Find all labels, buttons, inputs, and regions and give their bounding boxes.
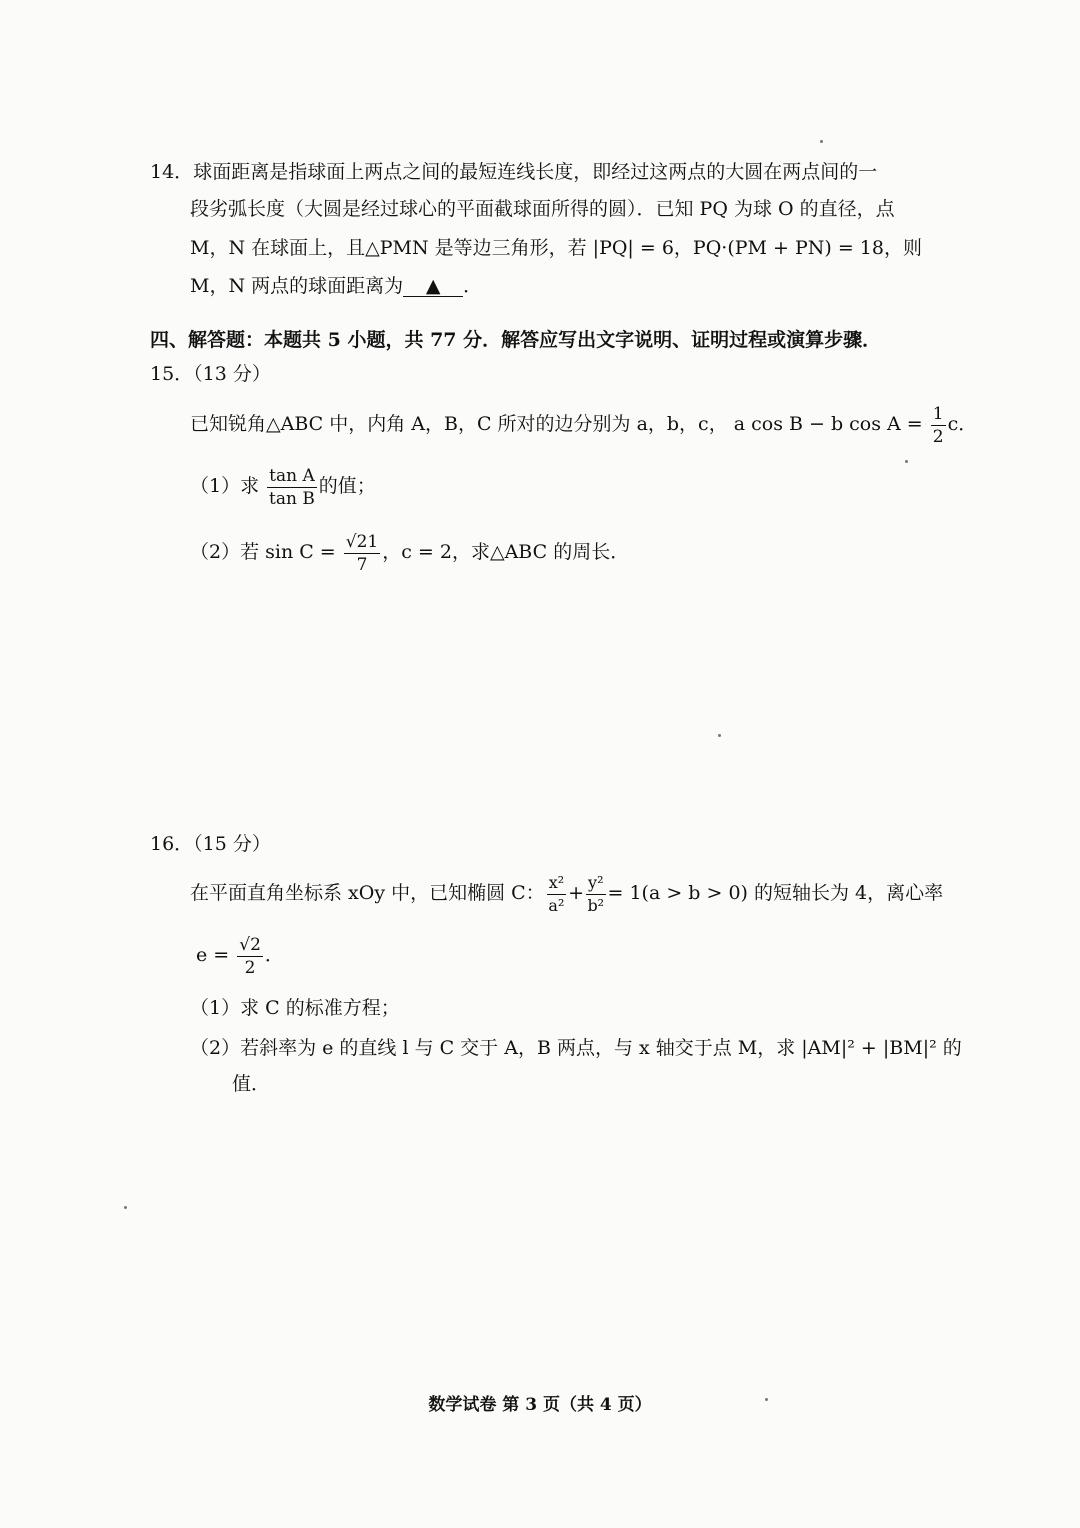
half-fraction — [931, 403, 946, 448]
q14-text-line-1: 球面距离是指球面上两点之间的最短连线长度，即经过这两点的大圆在两点间的一 — [193, 161, 878, 183]
q16-stem-text: 在平面直角坐标系 xOy 中，已知椭圆 C： — [190, 882, 545, 904]
answer-blank — [403, 276, 463, 297]
fraction-denominator: 2 — [932, 426, 944, 447]
q15-part-1-end: 的值； — [318, 475, 376, 497]
q15-part-2 — [190, 528, 629, 576]
eccentricity-end: ． — [264, 944, 284, 966]
q15-part-1 — [190, 462, 376, 510]
q16-stem — [190, 868, 943, 918]
x-squared-fraction — [547, 872, 566, 917]
q16-part-2-continued: 值． — [232, 1073, 271, 1095]
fraction-numerator: √2 — [239, 934, 261, 955]
fraction-numerator: 1 — [932, 403, 944, 424]
eccentricity-fraction — [237, 934, 263, 979]
plus-sign: + — [568, 882, 585, 904]
fraction-numerator: y² — [586, 872, 605, 895]
q16-part-1: （1）求 C 的标准方程； — [190, 997, 400, 1019]
fraction-denominator: b² — [587, 895, 605, 915]
eccentricity-label: e = — [196, 944, 230, 966]
q15-part-2-label: （2）若 sin C = — [190, 541, 336, 563]
fraction-numerator: tan A — [269, 465, 315, 486]
q14-number: 14． — [150, 161, 194, 183]
y-squared-fraction — [586, 872, 605, 917]
scan-speck — [820, 140, 823, 143]
q15-part-1-label: （1）求 — [190, 475, 260, 497]
q15-stem-text: 已知锐角△ABC 中，内角 A，B，C 所对的边分别为 a，b，c， — [190, 413, 728, 435]
q16-stem-end: = 1(a > b > 0) 的短轴长为 4，离心率 — [607, 882, 944, 904]
q16-eccentricity — [196, 930, 284, 980]
q15-part-2-end: ，c = 2，求△ABC 的周长． — [382, 541, 630, 563]
fraction-denominator: tan B — [269, 488, 315, 509]
q14-line-1 — [150, 160, 877, 184]
page-footer: 数学试卷 第 3 页（共 4 页） — [428, 1395, 652, 1415]
q15-stem-end: c． — [947, 413, 978, 435]
q15-number: 15．（13 分） — [150, 363, 271, 385]
q14-answer-prompt: M，N 两点的球面距离为 — [190, 275, 404, 297]
fraction-denominator: a² — [548, 895, 565, 915]
q16-part-2: （2）若斜率为 e 的直线 l 与 C 交于 A，B 两点，与 x 轴交于点 M，求 |AM|² + |BM|² 的 — [190, 1037, 962, 1059]
scan-speck — [718, 734, 721, 737]
fraction-denominator: 7 — [356, 554, 368, 575]
fraction-numerator: x² — [547, 872, 566, 895]
q15-stem-formula: a cos B − b cos A = — [733, 413, 923, 435]
fraction-denominator: 2 — [244, 957, 256, 978]
q14-period: ． — [463, 275, 483, 297]
tan-ratio-fraction — [267, 465, 317, 510]
q16-number: 16．（15 分） — [150, 833, 271, 855]
q14-line-4 — [190, 274, 482, 298]
q14-line-3: M，N 在球面上，且△PMN 是等边三角形，若 |PQ| = 6，PQ·(PM + PN) = 18，则 — [190, 237, 922, 259]
q14-line-2: 段劣弧长度（大圆是经过球心的平面截球面所得的圆）．已知 PQ 为球 O 的直径，点 — [190, 198, 895, 220]
sin-c-fraction — [344, 531, 380, 576]
section-heading: 四、解答题：本题共 5 小题，共 77 分．解答应写出文字说明、证明过程或演算步骤． — [150, 329, 882, 351]
q15-stem — [190, 400, 977, 448]
scan-speck — [124, 1206, 127, 1209]
fraction-numerator: √21 — [345, 531, 379, 552]
scan-speck — [905, 460, 908, 463]
triangle-mark-icon: ▲ — [425, 275, 441, 297]
